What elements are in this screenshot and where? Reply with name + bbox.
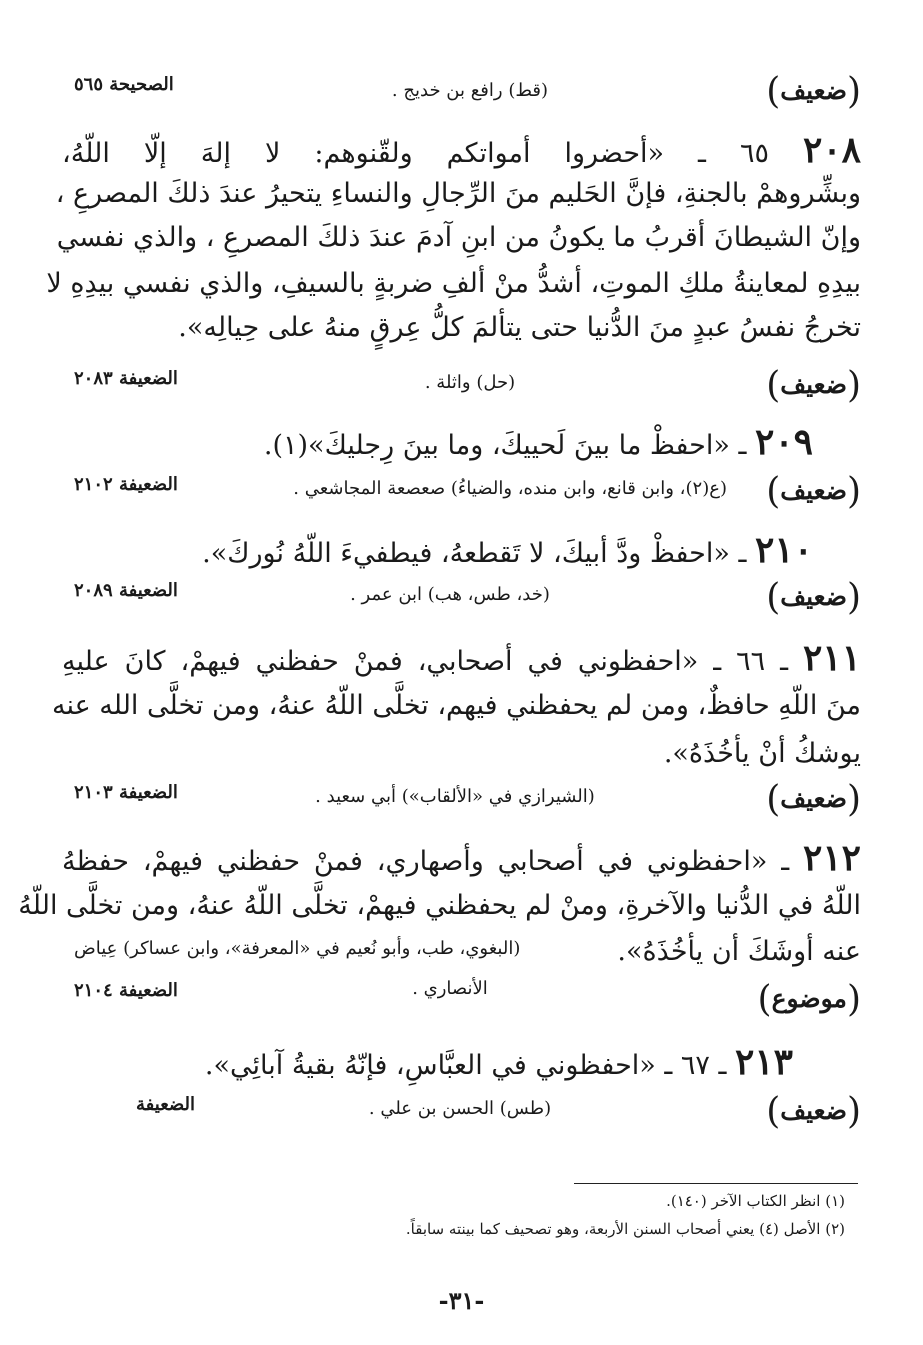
hadith-208-line-2: وبشِّروهمْ بالجنةِ، فإنَّ الحَليم منَ الرِّجالِ والنساءِ يتحيرُ عندَ ذلكَ المصرعِ ، [55, 178, 861, 209]
hadith-208-reference: الضعيفة ٢٠٨٣ [74, 368, 178, 389]
footnote-divider [574, 1183, 858, 1184]
hadith-208-line-5: تخرجُ نفسُ عبدٍ منَ الدُّنيا حتى يتألمَ كلُّ عِرقٍ منهُ على حِيالِه». [178, 312, 861, 343]
hadith-213-line: ٢١٣ ـ ٦٧ ـ «احفظوني في العبَّاسِ، فإنّهُ بقيةُ آبائِي». [204, 1041, 793, 1083]
hadith-212-source: (البغوي، طب، وأبو نُعيم في «المعرفة»، وابن عساكر) عِياض [74, 938, 521, 959]
hadith-209-reference: الضعيفة ٢١٠٢ [74, 474, 178, 495]
hadith-number: ٢٠٩ [754, 421, 813, 463]
hadith-211-grade: (ضعيف) [766, 779, 861, 820]
hadith-210-line: ٢١٠ ـ «احفظْ ودَّ أبيكَ، لا تَقطعهُ، فيطفيءَ اللّهُ نُوركَ». [202, 529, 813, 571]
footnote-1: (١) انظر الكتاب الآخر (١٤٠). [666, 1192, 845, 1210]
hadith-212-line-3: عنه أوشَكَ أن يأخُذَهُ». [617, 936, 861, 967]
hadith-213-reference: الضعيفة [136, 1094, 195, 1115]
hadith-number: ٢١١ [802, 637, 861, 679]
hadith-212-line-2: اللّهُ في الدُّنيا والآخرةِ، ومنْ لم يحفظني فيهمْ، تخلَّى اللّهُ عنهُ، ومن تخلَّى اللّهُ [18, 890, 861, 921]
hadith-210-source: (خد، طس، هب) ابن عمر . [350, 584, 550, 605]
hadith-208-line-1: ٢٠٨ ٦٥ ـ «أحضروا أمواتكم ولقّنوهم: لا إلهَ إلّا اللّهُ، [62, 129, 861, 171]
hadith-208-grade: (ضعيف) [766, 365, 861, 406]
hadith-211-source: (الشيرازي في «الألقاب») أبي سعيد . [315, 786, 595, 807]
hadith-number: ٢١٢ [802, 837, 861, 879]
hadith-209-grade: (ضعيف) [766, 471, 861, 512]
hadith-208-source: (حل) واثلة . [424, 372, 516, 393]
hadith-211-line-1: ٢١١ ـ ٦٦ ـ «احفظوني في أصحابي، فمنْ حفظني فيهمْ، كانَ عليهِ [62, 637, 861, 679]
hadith-number: ٢١٠ [754, 529, 813, 571]
hadith-212-source-cont: الأنصاري . [412, 978, 488, 999]
hadith-210-grade: (ضعيف) [766, 577, 861, 618]
hadith-210-reference: الضعيفة ٢٠٨٩ [74, 580, 178, 601]
header-grade: (ضعيف) [766, 71, 861, 112]
hadith-number: ٢٠٨ [802, 129, 861, 171]
hadith-213-grade: (ضعيف) [766, 1091, 861, 1132]
hadith-211-line-2: منَ اللّهِ حافظٌ، ومن لم يحفظني فيهم، تخلَّى اللّهُ عنهُ، ومن تخلَّى الله عنه [51, 690, 861, 721]
hadith-212-reference: الضعيفة ٢١٠٤ [74, 980, 178, 1001]
hadith-212-grade: (موضوع) [757, 979, 861, 1020]
hadith-212-line-1: ٢١٢ ـ «احفظوني في أصحابي وأصهاري، فمنْ حفظني فيهمْ، حفظهُ [62, 837, 861, 879]
hadith-208-line-3: وإنّ الشيطانَ أقربُ ما يكونُ من ابنِ آدمَ عندَ ذلكَ المصرعِ ، والذي نفسي [56, 222, 861, 253]
hadith-211-reference: الضعيفة ٢١٠٣ [74, 782, 178, 803]
footnote-2: (٢) الأصل (٤) يعني أصحاب السنن الأربعة، وهو تصحيف كما بينته سابقاً. [405, 1220, 845, 1238]
hadith-213-source: (طس) الحسن بن علي . [368, 1098, 552, 1119]
hadith-209-source: (ع(٢)، وابن قانع، وابن منده، والضياءُ) صعصعة المجاشعي . [293, 478, 727, 499]
page-number: -٣١- [438, 1286, 485, 1315]
header-reference: الصحيحة ٥٦٥ [74, 74, 174, 95]
header-source: (قط) رافع بن خديج . [391, 80, 549, 101]
hadith-209-line: ٢٠٩ ـ «احفظْ ما بينَ لَحييكَ، وما بينَ رِجليكَ»(١). [263, 421, 813, 463]
hadith-211-line-3: يوشكُ أنْ يأخُذَهُ». [663, 738, 861, 769]
hadith-number: ٢١٣ [734, 1041, 793, 1083]
hadith-208-line-4: بيدِهِ لمعاينةُ ملكِ الموتِ، أشدُّ منْ ألفِ ضربةٍ بالسيفِ، والذي نفسي بيدِهِ لا [46, 268, 861, 299]
